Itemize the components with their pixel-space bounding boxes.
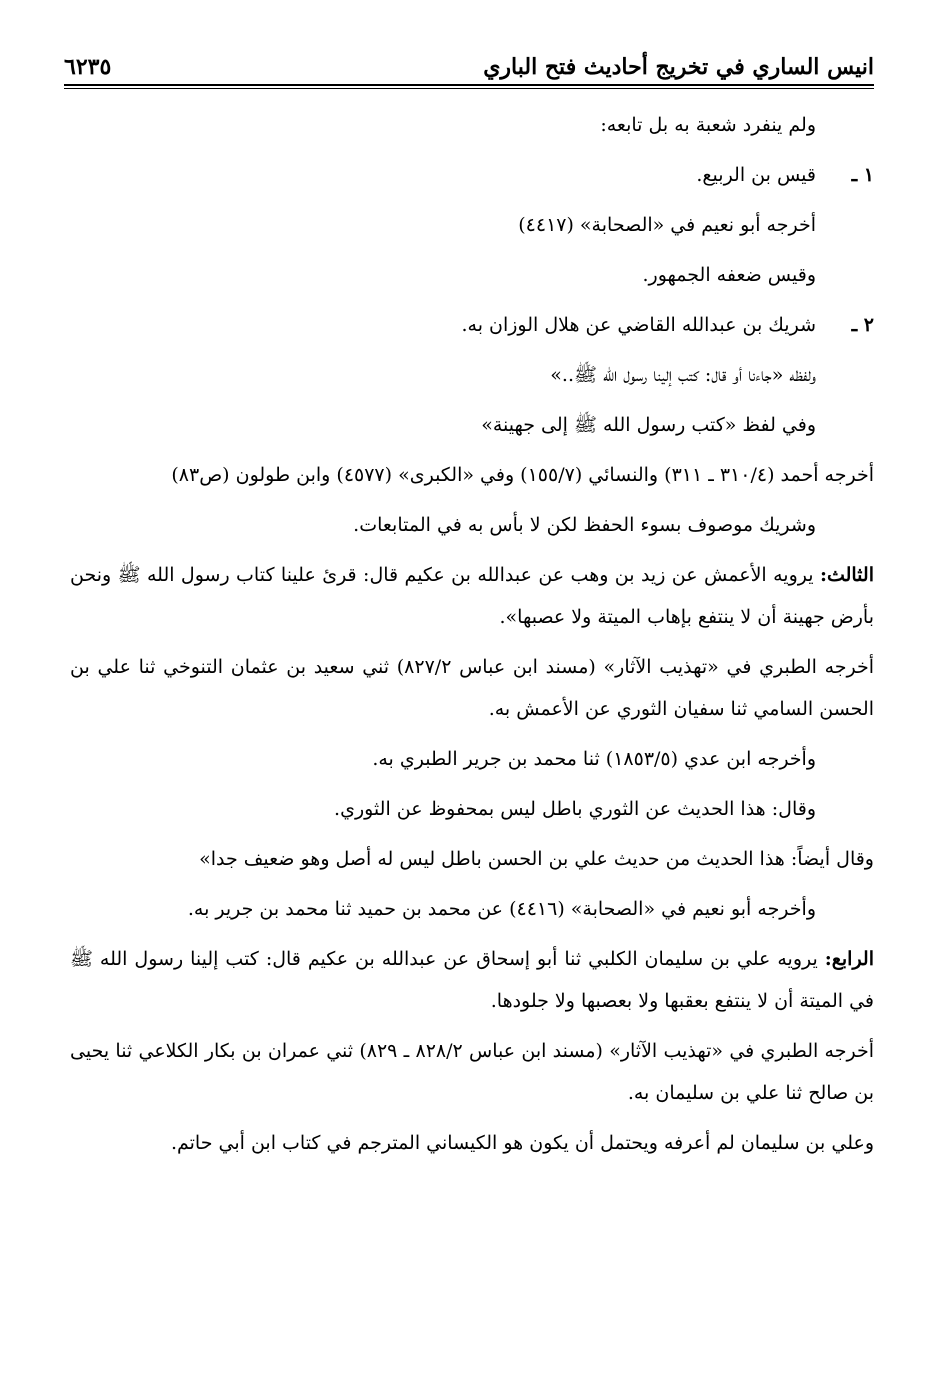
paragraph: وقال: هذا الحديث عن الثوري باطل ليس بمحفوظ عن الثوري. — [334, 798, 816, 820]
header-rule-thin — [64, 88, 874, 89]
paragraph: وشريك موصوف بسوء الحفظ لكن لا بأس به في المتابعات. — [353, 514, 816, 536]
paragraph: ولفظه «جاءنا أو قال: كتب إلينا رسول الله ﷺ..» — [550, 364, 816, 386]
page-number: ٦٢٣٥ — [64, 54, 112, 80]
paragraph-third — [70, 554, 874, 638]
item-text: قيس بن الربيع. — [696, 164, 816, 186]
numbered-item-1 — [70, 154, 874, 196]
paragraph: وفي لفظ «كتب رسول الله ﷺ إلى جهينة» — [481, 414, 816, 436]
paragraph: وقال أيضاً: هذا الحديث من حديث علي بن الحسن باطل ليس له أصل وهو ضعيف جدا» — [199, 848, 874, 870]
item-text: شريك بن عبدالله القاضي عن هلال الوزان به. — [461, 314, 816, 336]
paragraph: وعلي بن سليمان لم أعرفه ويحتمل أن يكون هو الكيساني المترجم في كتاب ابن أبي حاتم. — [170, 1132, 874, 1154]
running-title: انيس الساري في تخريج أحاديث فتح الباري — [483, 54, 874, 80]
paragraph: أخرجه أبو نعيم في «الصحابة» (٤٤١٧) — [518, 214, 816, 236]
section-lead-fourth: الرابع: — [824, 948, 874, 970]
header-rule-thick — [64, 84, 874, 86]
numbered-item-2 — [70, 304, 874, 346]
paragraph: وأخرجه ابن عدي (١٨٥٣/٥) ثنا محمد بن جرير الطبري به. — [372, 748, 816, 770]
paragraph: وقيس ضعفه الجمهور. — [642, 264, 816, 286]
paragraph-fourth — [70, 938, 874, 1022]
page-header — [64, 40, 874, 80]
paragraph: أخرجه الطبري في «تهذيب الآثار» (مسند ابن عباس ٨٢٨/٢ ـ ٨٢٩) ثني عمران بن بكار الكلاعي ثنا يحيى بن صالح ثنا علي بن سليمان به. — [70, 1040, 874, 1104]
page-body — [70, 104, 874, 1172]
paragraph-text: يرويه الأعمش عن زيد بن وهب عن عبدالله بن عكيم قال: قرئ علينا كتاب رسول الله ﷺ ونحن بأرض جهينة أن لا ينتفع بإهاب الميتة ولا عصبها». — [70, 564, 874, 628]
paragraph-text: يرويه علي بن سليمان الكلبي ثنا أبو إسحاق عن عبدالله بن عكيم قال: كتب إلينا رسول الله ﷺ في الميتة أن لا ينتفع بعقبها ولا بعصبها ولا جلودها. — [70, 948, 874, 1012]
paragraph: وأخرجه أبو نعيم في «الصحابة» (٤٤١٦) عن محمد بن حميد ثنا محمد بن جرير به. — [187, 898, 816, 920]
item-number: ٢ ـ — [851, 314, 874, 336]
item-number: ١ ـ — [851, 164, 874, 186]
paragraph: ولم ينفرد شعبة به بل تابعه: — [600, 114, 816, 136]
section-lead-third: الثالث: — [819, 564, 874, 586]
paragraph: أخرجه الطبري في «تهذيب الآثار» (مسند ابن عباس ٨٢٧/٢) ثني سعيد بن عثمان التنوخي ثنا علي بن الحسن السامي ثنا سفيان الثوري عن الأعمش به. — [70, 656, 875, 720]
paragraph: أخرجه أحمد (٣١٠/٤ ـ ٣١١) والنسائي (١٥٥/٧) وفي «الكبرى» (٤٥٧٧) وابن طولون (ص٨٣) — [171, 464, 874, 486]
